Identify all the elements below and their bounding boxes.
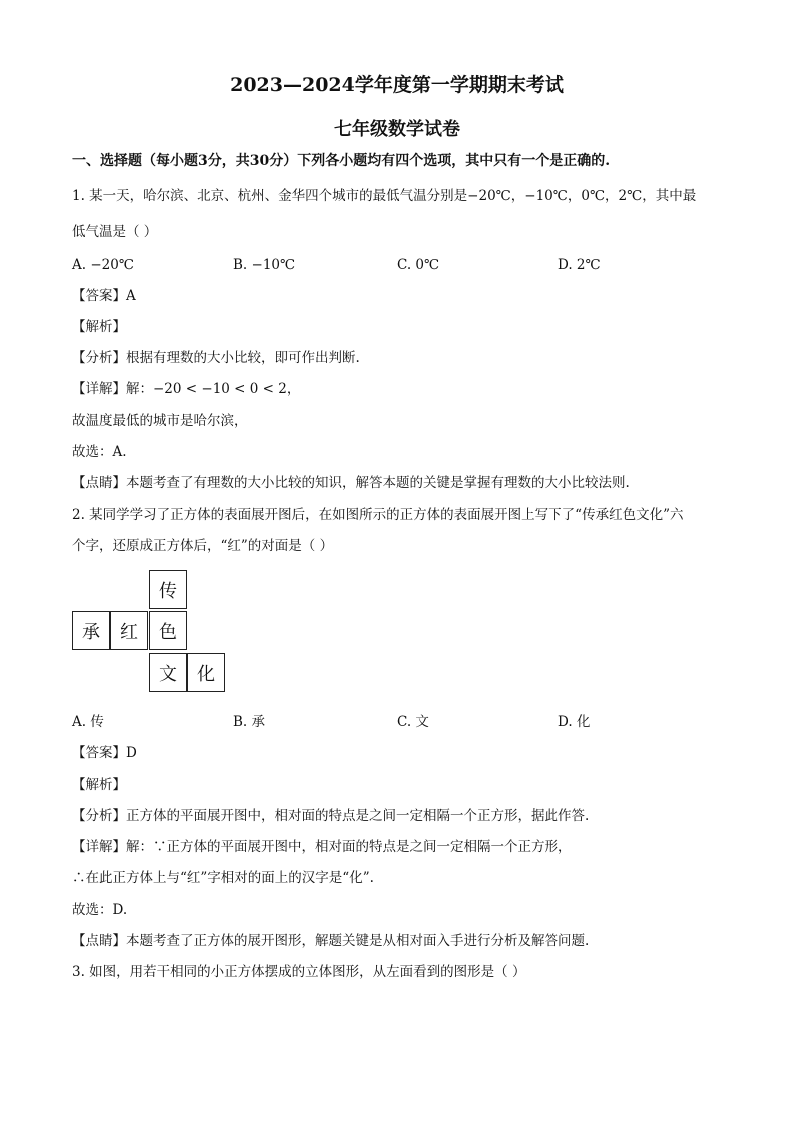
q2-xiangjie: 【详解】解：∵正方体的平面展开图中，相对面的特点是之间一定相隔一个正方形，: [72, 839, 572, 855]
exam-subtitle: 七年级数学试卷: [334, 119, 460, 140]
q2-dianjing: 【点睛】本题考查了正方体的展开图形，解题关键是从相对面入手进行分析及解答问题.: [72, 933, 590, 949]
q2-analysis-tag: 【解析】: [72, 777, 126, 793]
q2-choose: 故选：D.: [72, 902, 128, 918]
q2-stem-line1: 2. 某同学学习了正方体的表面展开图后，在如图所示的正方体的表面展开图上写下了“传承红色文化”六: [72, 507, 684, 523]
net-cell-chuan: 传: [149, 570, 187, 609]
q1-analysis-tag: 【解析】: [72, 319, 126, 335]
section-heading: 一、选择题（每小题3分，共30分）下列各小题均有四个选项，其中只有一个是正确的.: [72, 153, 611, 169]
q1-option-c: C. 0℃: [397, 257, 440, 273]
exam-title: 2023—2024学年度第一学期期末考试: [230, 74, 564, 96]
q1-option-a: A. −20℃: [72, 257, 134, 273]
q2-option-a: A. 传: [72, 714, 104, 730]
q2-option-c: C. 文: [397, 714, 429, 730]
q1-dianjing: 【点睛】本题考查了有理数的大小比较的知识，解答本题的关键是掌握有理数的大小比较法则.: [72, 475, 630, 491]
net-cell-wen: 文: [149, 653, 187, 692]
q1-conclusion: 故温度最低的城市是哈尔滨，: [72, 413, 248, 429]
cube-net-figure: [72, 570, 232, 695]
net-cell-hua: 化: [187, 653, 225, 692]
q2-conclusion: ∴在此正方体上与“红”字相对的面上的汉字是“化”.: [72, 870, 374, 886]
q1-choose: 故选：A.: [72, 444, 127, 460]
q3-stem-line1: 3. 如图，用若干相同的小正方体摆成的立体图形，从左面看到的图形是（ ）: [72, 964, 526, 980]
q2-option-b: B. 承: [233, 714, 266, 730]
q1-fenxi: 【分析】根据有理数的大小比较，即可作出判断.: [72, 350, 360, 366]
q1-stem-line2: 低气温是（ ）: [72, 224, 158, 240]
q2-option-d: D. 化: [558, 714, 591, 730]
q1-stem-line1: 1. 某一天，哈尔滨、北京、杭州、金华四个城市的最低气温分别是−20℃，−10℃，0℃，2℃，其中最: [72, 188, 697, 204]
net-cell-hong: 红: [110, 611, 148, 650]
q2-fenxi: 【分析】正方体的平面展开图中，相对面的特点是之间一定相隔一个正方形，据此作答.: [72, 808, 590, 824]
q1-option-d: D. 2℃: [558, 257, 601, 273]
q2-answer: 【答案】D: [72, 745, 137, 761]
q1-option-b: B. −10℃: [233, 257, 296, 273]
q1-answer: 【答案】A: [72, 288, 136, 304]
q2-stem-line2: 个字，还原成正方体后，“红”的对面是（ ）: [72, 538, 334, 554]
net-cell-cheng: 承: [72, 611, 110, 650]
net-cell-se: 色: [149, 611, 187, 650]
q1-xiangjie: 【详解】解：−20 < −10 < 0 < 2，: [72, 381, 301, 397]
